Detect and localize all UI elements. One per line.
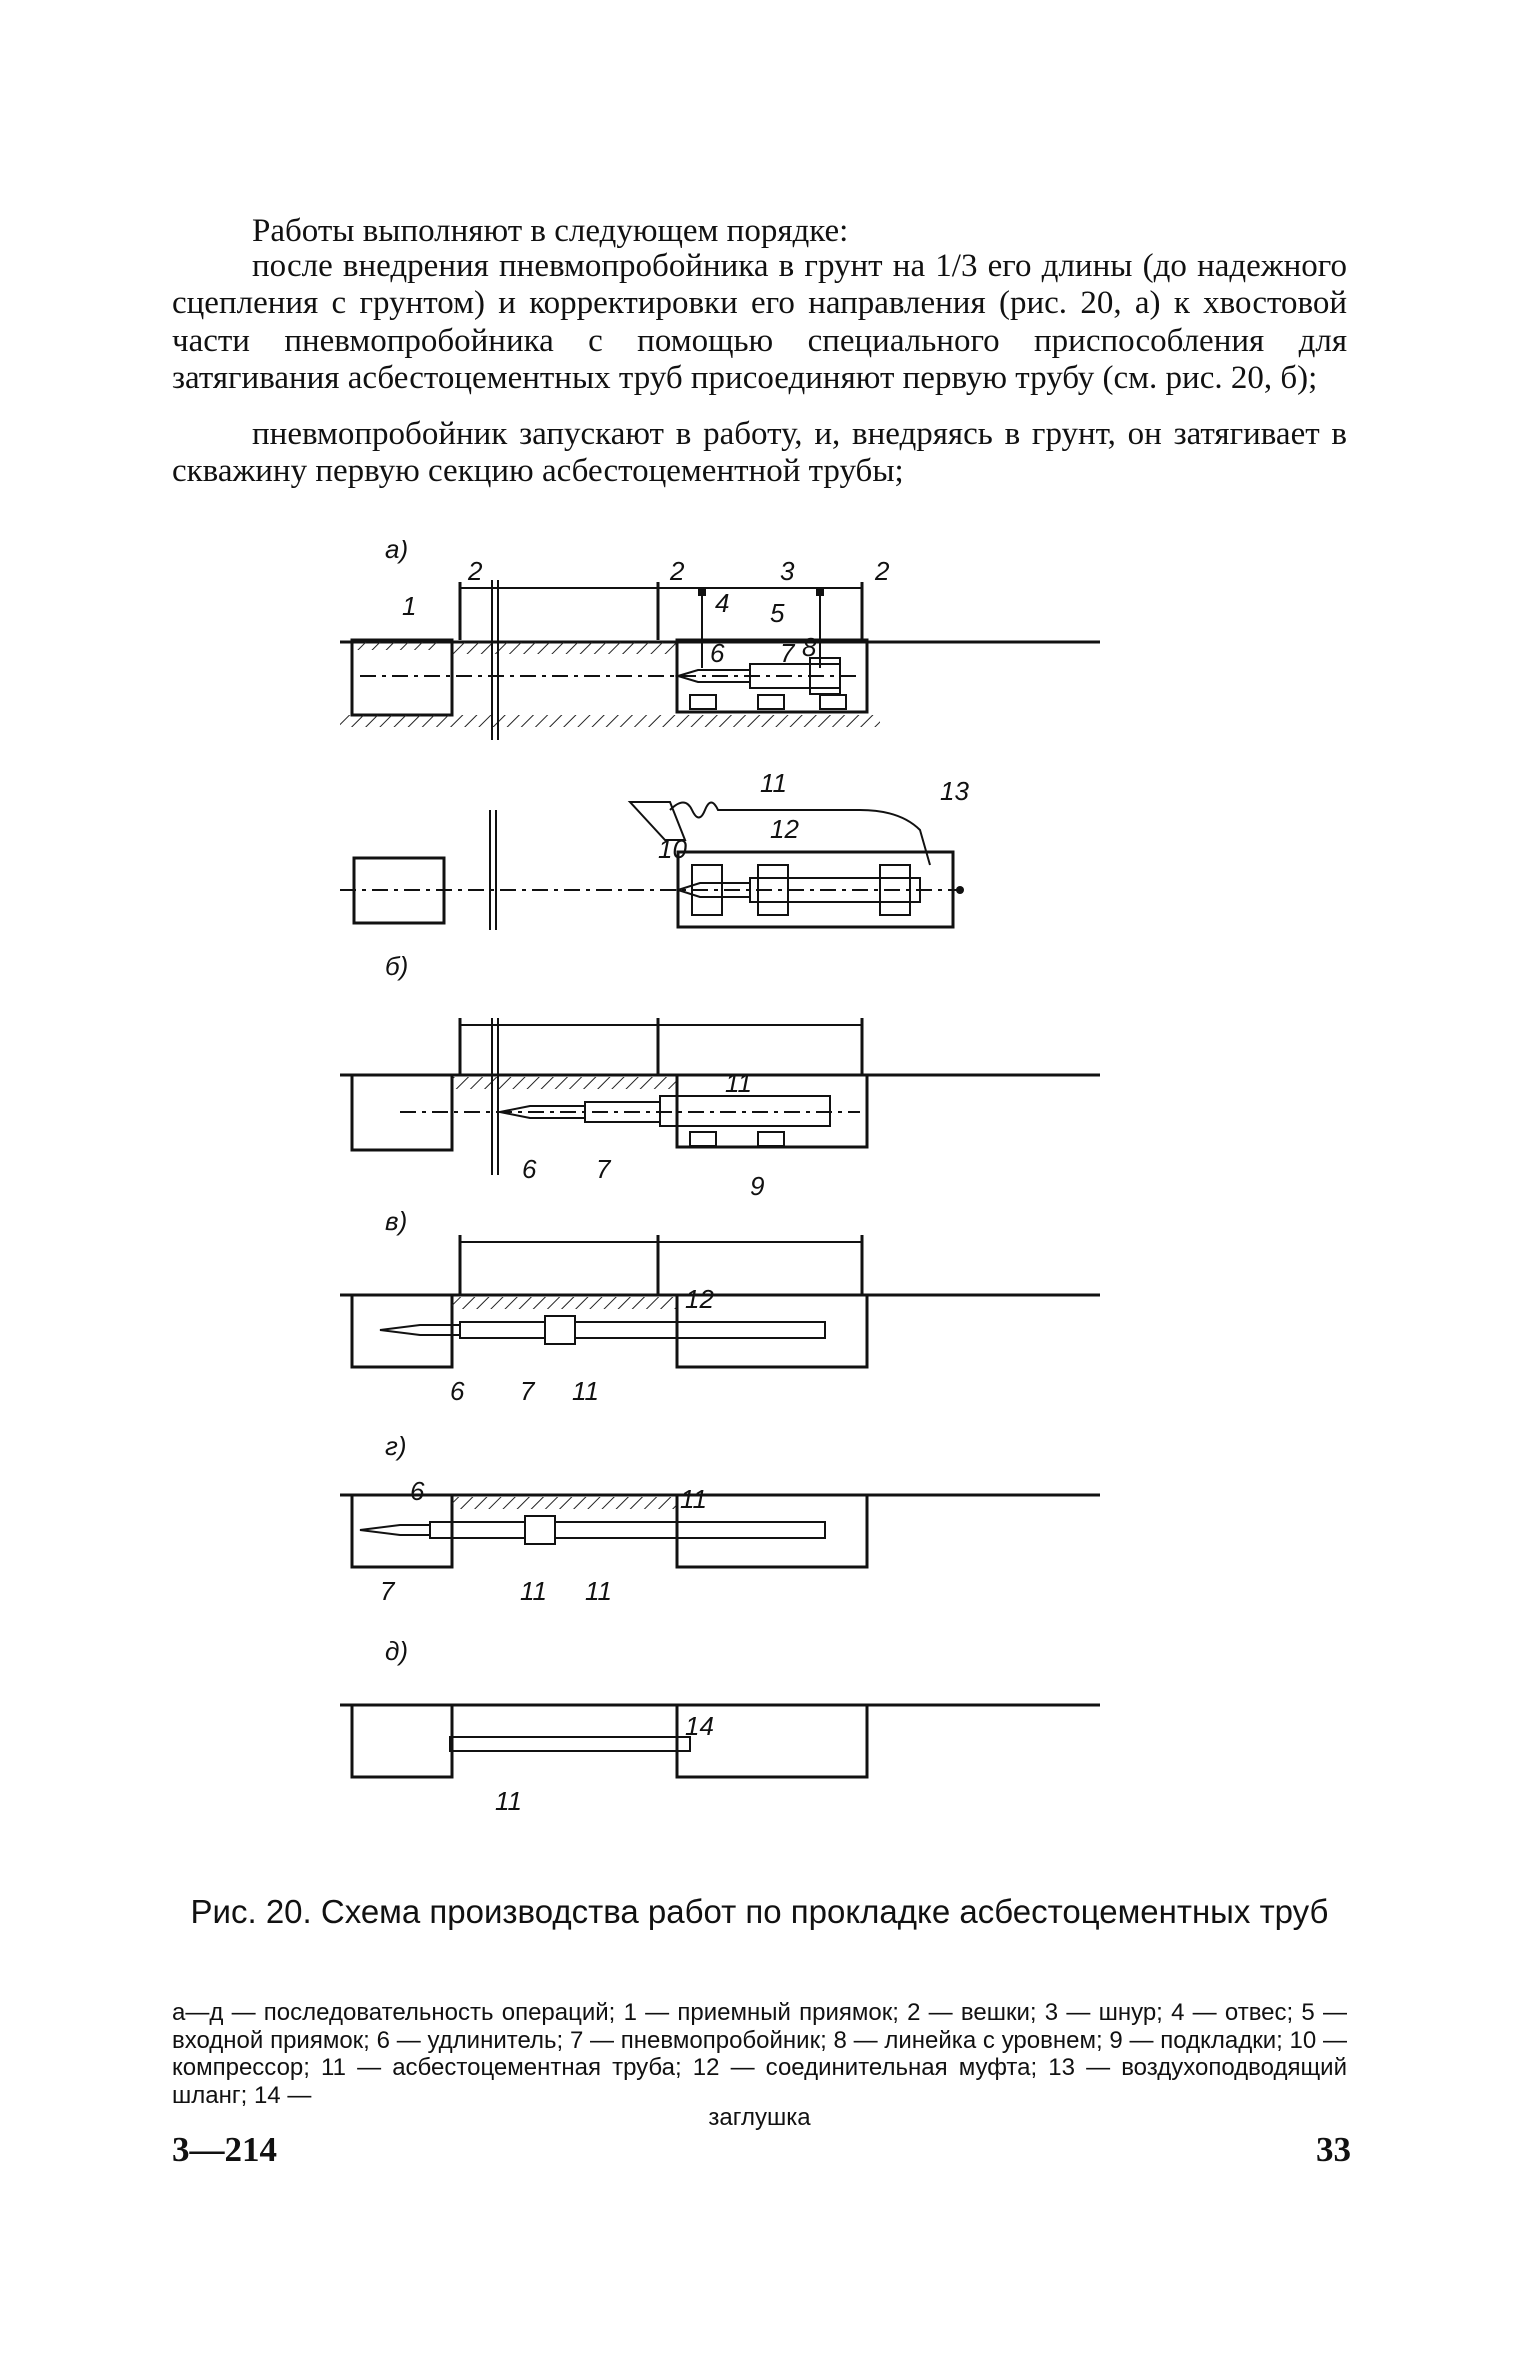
panel-label-b: б) (385, 951, 409, 981)
num-14-d: 14 (685, 1711, 714, 1741)
panel-v (340, 1206, 1100, 1406)
num-6-b: 6 (522, 1154, 537, 1184)
panel-label-v: в) (385, 1206, 408, 1236)
paragraph-intro: Работы выполняют в следующем порядке: (252, 213, 849, 249)
num-11-v: 11 (572, 1376, 599, 1406)
panel-g (340, 1431, 1100, 1606)
panel-a-side (340, 540, 1100, 740)
panel-label-a: а) (385, 540, 409, 564)
num-11: 11 (760, 768, 787, 798)
num-6: 6 (710, 638, 725, 668)
num-7-b: 7 (596, 1154, 611, 1184)
num-2b: 2 (670, 556, 685, 586)
panel-label-g: г) (385, 1431, 407, 1461)
figure-20-diagram (340, 540, 1200, 1830)
num-6-v: 6 (450, 1376, 465, 1406)
num-7-v: 7 (520, 1376, 535, 1406)
panel-d (340, 1636, 1100, 1816)
figure-legend: а—д — последовательность операций; 1 — приемный приямок; 2 — вешки; 3 — шнур; 4 — отвес; 5 — входной приямок; 6 — удлинитель; 7 — пневмопробойник; 8 — линейка с уровнем; 9 — подкладки; 10 — компрессор; 11 — асбестоцементная труба; 12 — соединительная муфта; 13 — воздухоподводящий шланг; 14 — (172, 1999, 1347, 2109)
signature-mark: 3—214 (172, 2130, 277, 2169)
num-5: 5 (770, 598, 785, 628)
num-2: 2 (468, 556, 483, 586)
num-13: 13 (940, 776, 969, 806)
paragraph-step-1: после внедрения пневмопробойника в грунт на 1/3 его длины (до надежного сцепления с грунтом) и корректировки его направления (рис. 20, а) к хвостовой части пневмопробойника с помощью специального приспособления для затягивания асбестоцементных труб присоединяют первую трубу (см. рис. 20, б); (172, 248, 1347, 396)
num-9-b: 9 (750, 1171, 765, 1201)
page-number: 33 (1316, 2130, 1351, 2169)
num-10: 10 (658, 834, 687, 864)
panel-a-plan (340, 768, 969, 930)
panel-label-d: д) (385, 1636, 409, 1666)
num-12: 12 (770, 814, 799, 844)
num-11-g3: 11 (680, 1484, 707, 1514)
num-4: 4 (715, 588, 730, 618)
panel-b (340, 951, 1100, 1201)
num-7-g: 7 (380, 1576, 395, 1606)
num-1: 1 (402, 591, 417, 621)
num-12-v: 12 (685, 1284, 714, 1314)
figure-legend-end: заглушка (708, 2104, 811, 2131)
num-3: 3 (780, 556, 795, 586)
construction-scheme (340, 540, 1200, 1830)
figure-caption: Рис. 20. Схема производства работ по прокладке асбестоцементных труб (190, 1893, 1329, 1930)
num-11-g2: 11 (585, 1576, 612, 1606)
num-7: 7 (780, 638, 795, 668)
num-6-g: 6 (410, 1476, 425, 1506)
num-8: 8 (802, 632, 817, 662)
paragraph-step-2: пневмопробойник запускают в работу, и, внедряясь в грунт, он затягивает в скважину первую секцию асбестоцементной трубы; (172, 416, 1347, 490)
num-2c: 2 (875, 556, 890, 586)
num-11-b: 11 (725, 1068, 752, 1098)
num-11-g1: 11 (520, 1576, 547, 1606)
num-11-d: 11 (495, 1786, 522, 1816)
